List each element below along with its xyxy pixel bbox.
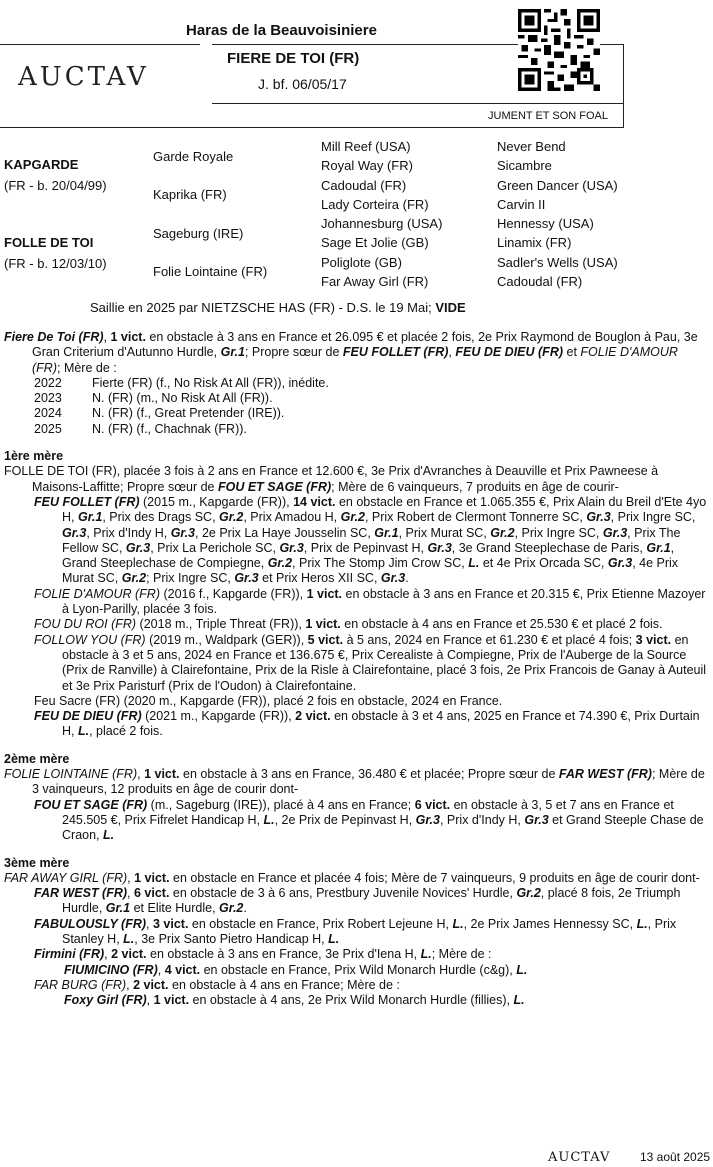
produce-row <box>4 422 708 437</box>
pedigree-gen4: Sicambre <box>497 158 552 173</box>
pedigree-gen4: Cadoudal (FR) <box>497 274 583 289</box>
horse-performance: Fiere De Toi (FR), 1 vict. en obstacle à 3 ans en France et 26.095 € et placée 2 fois, 2e Prix Raymond de Bouglon à Pau, 3e Gran Criterium d'Autunno Hurdle, Gr.1; Propre sœur de FEU FOLLET (FR), FEU DE DIEU (FR) et FOLIE D'AMOUR (FR); Mère de : <box>4 330 698 375</box>
pedigree-gen3: Cadoudal (FR) <box>321 178 407 193</box>
produce-year: 2023 <box>34 391 62 406</box>
pedigree-gen2: Sageburg (IRE) <box>153 226 244 241</box>
catalogue-text <box>4 330 708 1008</box>
footer-date: 13 août 2025 <box>640 1150 711 1164</box>
header-line <box>212 103 624 104</box>
produce-entry: FIUMICINO (FR), 4 vict. en obstacle en France, Prix Wild Monarch Hurdle (c&g), L. <box>64 962 528 977</box>
produce-entry: FABULOUSLY (FR), 3 vict. en obstacle en France, Prix Robert Lejeune H, L., 2e Prix James Hennessy SC, L., Prix Stanley H, L., 3e Prix Santo Pietro Handicap H, L. <box>34 916 677 946</box>
pedigree-gen4: Green Dancer (USA) <box>497 178 618 193</box>
header-line <box>623 44 624 128</box>
produce-entry: FAR BURG (FR), 2 vict. en obstacle à 4 ans en France; Mère de : <box>34 977 400 992</box>
pedigree-gen4: Sadler's Wells (USA) <box>497 255 618 270</box>
header-line <box>0 44 200 45</box>
lot-type: JUMENT ET SON FOAL <box>488 110 609 122</box>
produce-year: 2025 <box>34 421 62 436</box>
produce-row <box>4 376 708 391</box>
covering-text: Saillie en 2025 par NIETZSCHE HAS (FR) - D.S. le 19 Mai; <box>90 300 436 315</box>
pedigree-sire: KAPGARDE <box>4 157 79 172</box>
auctav-logo: AUCTAV <box>18 62 149 92</box>
produce-text: N. (FR) (f., Chachnak (FR)). <box>92 421 247 436</box>
produce-text: Fierte (FR) (f., No Risk At All (FR)), inédite. <box>92 375 329 390</box>
produce-entry: Firmini (FR), 2 vict. en obstacle à 3 ans en France, 3e Prix d'Iena H, L.; Mère de : <box>34 947 492 962</box>
pedigree-gen4: Never Bend <box>497 139 566 154</box>
pedigree-gen3: Royal Way (FR) <box>321 158 413 173</box>
qr-code-icon <box>518 9 600 91</box>
produce-entry: FEU DE DIEU (FR) (2021 m., Kapgarde (FR)), 2 vict. en obstacle à 3 et 4 ans, 2025 en France et 74.390 €, Prix Durtain H, L., placé 2 fois. <box>34 709 700 739</box>
produce-entry: FOLIE D'AMOUR (FR) (2016 f., Kapgarde (FR)), 1 vict. en obstacle à 3 ans en France et 20.315 €, Prix Etienne Mazoyer à Lyon-Parilly, placée 3 fois. <box>34 586 706 617</box>
pedigree-gen3: Lady Corteira (FR) <box>321 197 429 212</box>
covering-info <box>90 300 466 315</box>
header-line <box>0 127 624 128</box>
produce-entry: Foxy Girl (FR), 1 vict. en obstacle à 4 ans, 2e Prix Wild Monarch Hurdle (fillies), L. <box>64 993 525 1008</box>
section-heading: 2ème mère <box>4 751 70 766</box>
pedigree-gen4: Hennessy (USA) <box>497 216 594 231</box>
produce-text: N. (FR) (m., No Risk At All (FR)). <box>92 391 273 406</box>
dam-record: FOLLE DE TOI (FR), placée 3 fois à 2 ans en France et 12.600 €, 3e Prix d'Avranches à Deauville et Prix Pawneese à Maisons-Laffitte; Propre sœur de FOU ET SAGE (FR); Mère de 6 vainqueurs, 7 produits en âge de courir- <box>4 464 659 494</box>
pedigree-gen2: Folie Lointaine (FR) <box>153 264 268 279</box>
produce-entry: Feu Sacre (FR) (2020 m., Kapgarde (FR)), placé 2 fois en obstacle, 2024 en France. <box>34 693 503 708</box>
pedigree-gen3: Poliglote (GB) <box>321 255 402 270</box>
pedigree-gen4: Carvin II <box>497 197 546 212</box>
section-heading: 1ère mère <box>4 449 64 464</box>
horse-name: FIERE DE TOI (FR) <box>227 50 360 67</box>
produce-entry: FOU ET SAGE (FR) (m., Sageburg (IRE)), placé à 4 ans en France; 6 vict. en obstacle à 3, 5 et 7 ans en France et 245.505 €, Prix Fifrelet Handicap H, L., 2e Prix de Pepinvast H, Gr.3, Prix d'Indy H, Gr.3 et Grand Steeple Chase de Craon, L. <box>34 797 704 843</box>
produce-entry: FOU DU ROI (FR) (2018 m., Triple Threat (FR)), 1 vict. en obstacle à 4 ans en France et 25.530 € et placé 2 fois. <box>34 617 663 632</box>
horse-sex-date: J. bf. 06/05/17 <box>258 76 347 92</box>
dam-record: FAR AWAY GIRL (FR), 1 vict. en obstacle en France et placée 4 fois; Mère de 7 vainqueurs, 9 produits en âge de courir dont- <box>4 870 700 885</box>
dam-record: FOLIE LOINTAINE (FR), 1 vict. en obstacle à 3 ans en France, 36.480 € et placée; Propre sœur de FAR WEST (FR); Mère de 3 vainqueurs, 12 produits en âge de courir dont- <box>4 767 705 797</box>
pedigree-dam: FOLLE DE TOI <box>4 235 94 250</box>
pedigree-gen2: Garde Royale <box>153 149 234 164</box>
pedigree-gen3: Mill Reef (USA) <box>321 139 411 154</box>
pedigree-gen3: Johannesburg (USA) <box>321 216 443 231</box>
footer-logo: AUCTAV <box>548 1150 611 1165</box>
section-heading: 3ème mère <box>4 855 70 870</box>
pedigree-gen3: Far Away Girl (FR) <box>321 274 429 289</box>
produce-year: 2024 <box>34 406 62 421</box>
produce-row <box>4 406 708 421</box>
covering-status: VIDE <box>435 300 466 315</box>
pedigree-gen2: Kaprika (FR) <box>153 187 227 202</box>
stud-name: Haras de la Beauvoisiniere <box>186 22 377 39</box>
produce-entry: FEU FOLLET (FR) (2015 m., Kapgarde (FR)), 14 vict. en obstacle en France et 1.065.355 €, Prix Alain du Breil d'Ete 4yo H, Gr.1, Prix des Drags SC, Gr.2, Prix Amadou H, Gr.2, Prix Robert de Clermont Tonnerre SC, Gr.3, Prix Ingre SC, Gr.3, Prix d'Indy H, Gr.3, 2e Prix La Haye Jousselin SC, Gr.1, Prix Murat SC, Gr.2, Prix Ingre SC, Gr.3, Prix The Fellow SC, Gr.3, Prix La Perichole SC, Gr.3, Prix de Pepinvast H, Gr.3, 3e Grand Steeplechase de Paris, Gr.1, Grand Steeplechase de Compiegne, Gr.2, Prix The Stomp Jim Crow SC, L. et 4e Prix Orcada SC, Gr.3, 4e Prix Murat SC, Gr.2; Prix Ingre SC, Gr.3 et Prix Heros XII SC, Gr.3. <box>34 494 707 586</box>
pedigree-sire-info: (FR - b. 20/04/99) <box>4 178 107 193</box>
produce-entry: FOLLOW YOU (FR) (2019 m., Waldpark (GER)), 5 vict. à 5 ans, 2024 en France et 61.230 € et placé 4 fois; 3 vict. en obstacle à 3 et 5 ans, 2024 en France et 136.675 €, Prix Cerealiste à Compiegne, Prix de l'Auberge de la Source (Prix de Ranville) à Clairefontaine, Prix de la Risle à Clairefontaine, placé 3 fois, 2e Prix Francois de Ganay à Auteuil et 3e Prix Paristurf (Prix de l'Oudon) à Clairefontaine. <box>34 632 707 693</box>
produce-year: 2022 <box>34 375 62 390</box>
pedigree-dam-info: (FR - b. 12/03/10) <box>4 256 107 271</box>
pedigree-gen3: Sage Et Jolie (GB) <box>321 235 429 250</box>
pedigree-gen4: Linamix (FR) <box>497 235 572 250</box>
produce-text: N. (FR) (f., Great Pretender (IRE)). <box>92 406 285 421</box>
produce-row <box>4 391 708 406</box>
produce-entry: FAR WEST (FR), 6 vict. en obstacle de 3 à 6 ans, Prestbury Juvenile Novices' Hurdle, Gr.2, placé 8 fois, 2e Triumph Hurdle, Gr.1 et Elite Hurdle, Gr.2. <box>34 886 681 916</box>
